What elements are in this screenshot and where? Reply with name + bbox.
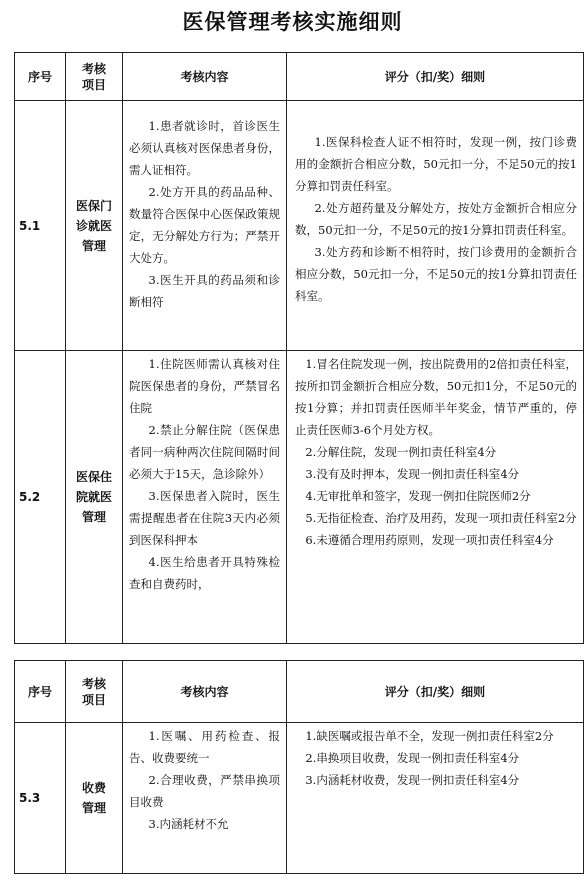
content-line: 1.患者就诊时，首诊医生必须认真核对医保患者身份，需人证相符。 (129, 119, 280, 177)
row-item: 收费管理 (66, 723, 123, 874)
row-content (123, 351, 287, 644)
score-line: 2.处方超药量及分解处方，按处方金额折合相应分数，50元扣一分，不足50元的按1分算扣罚责任科室。 (295, 201, 577, 237)
content-line: 1.医嘱、用药检查、报告、收费要统一 (129, 729, 280, 765)
page-title: 医保管理考核实施细则 (182, 10, 403, 34)
content-line: 1.住院医师需认真核对住院医保患者的身份，严禁冒名住院 (129, 357, 280, 415)
score-line: 1.缺医嘱或报告单不全，发现一例扣责任科室2分 (305, 729, 554, 743)
score-line: 4.无审批单和签字，发现一例扣住院医师2分 (305, 489, 531, 503)
content-line: 2.禁止分解住院（医保患者同一病种两次住院间隔时间必须大于15天，急诊除外） (129, 423, 280, 481)
row-score (287, 101, 584, 351)
row-number: 5.2 (15, 351, 66, 644)
header-score: 评分（扣/奖）细则 (287, 53, 584, 101)
row-number: 5.3 (15, 723, 66, 874)
row-score (287, 351, 584, 644)
table-header-row (15, 661, 584, 723)
row-score (287, 723, 584, 874)
table-row (15, 723, 584, 874)
header-content: 考核内容 (123, 53, 287, 101)
header-item: 考核项目 (66, 661, 123, 723)
content-line: 2.处方开具的药品品种、数量符合医保中心医保政策规定，无分解处方行为；严禁开大处方。 (129, 185, 280, 265)
score-line: 1.医保科检查人证不相符时，发现一例，按门诊费用的金额折合相应分数，50元扣一分，不足50元的按1分算扣罚责任科室。 (295, 135, 577, 193)
score-line: 5.无指征检查、治疗及用药，发现一项扣责任科室2分 (305, 511, 577, 525)
header-score: 评分（扣/奖）细则 (287, 661, 584, 723)
score-line: 2.分解住院，发现一例扣责任科室4分 (305, 445, 497, 459)
row-content (123, 723, 287, 874)
score-line: 3.没有及时押本，发现一例扣责任科室4分 (305, 467, 520, 481)
table-header-row (15, 53, 584, 101)
header-no: 序号 (15, 53, 66, 101)
content-line: 3.医生开具的药品须和诊断相符 (129, 273, 280, 309)
table-row (15, 101, 584, 351)
assessment-table-2 (14, 660, 584, 874)
score-line: 2.串换项目收费，发现一例扣责任科室4分 (305, 751, 520, 765)
table-row (15, 351, 584, 644)
content-line: 3.内涵耗材不允 (148, 817, 229, 831)
row-content (123, 101, 287, 351)
score-line: 3.处方药和诊断不相符时，按门诊费用的金额折合相应分数，50元扣一分，不足50元的按1分算扣罚责任科室。 (295, 245, 577, 303)
row-number: 5.1 (15, 101, 66, 351)
score-line: 6.未遵循合理用药原则，发现一项扣责任科室4分 (305, 533, 554, 547)
assessment-table-1 (14, 52, 584, 644)
header-content: 考核内容 (123, 661, 287, 723)
content-line: 3.医保患者入院时，医生需提醒患者在住院3天内必须到医保科押本 (129, 489, 280, 547)
row-item: 医保门诊就医管理 (66, 101, 123, 351)
header-no: 序号 (15, 661, 66, 723)
content-line: 4.医生给患者开具特殊检查和自费药时， (129, 555, 280, 591)
score-line: 3.内涵耗材收费，发现一例扣责任科室4分 (305, 773, 520, 787)
header-item: 考核项目 (66, 53, 123, 101)
content-line: 2.合理收费，严禁串换项目收费 (129, 773, 280, 809)
score-line: 1.冒名住院发现一例，按出院费用的2倍扣责任科室，按所扣罚金额折合相应分数，50元扣1分，不足50元的按1分算；并扣罚责任医师半年奖金，情节严重的，停止责任医师3-6个月处方权。 (295, 357, 577, 437)
row-item: 医保住院就医管理 (66, 351, 123, 644)
